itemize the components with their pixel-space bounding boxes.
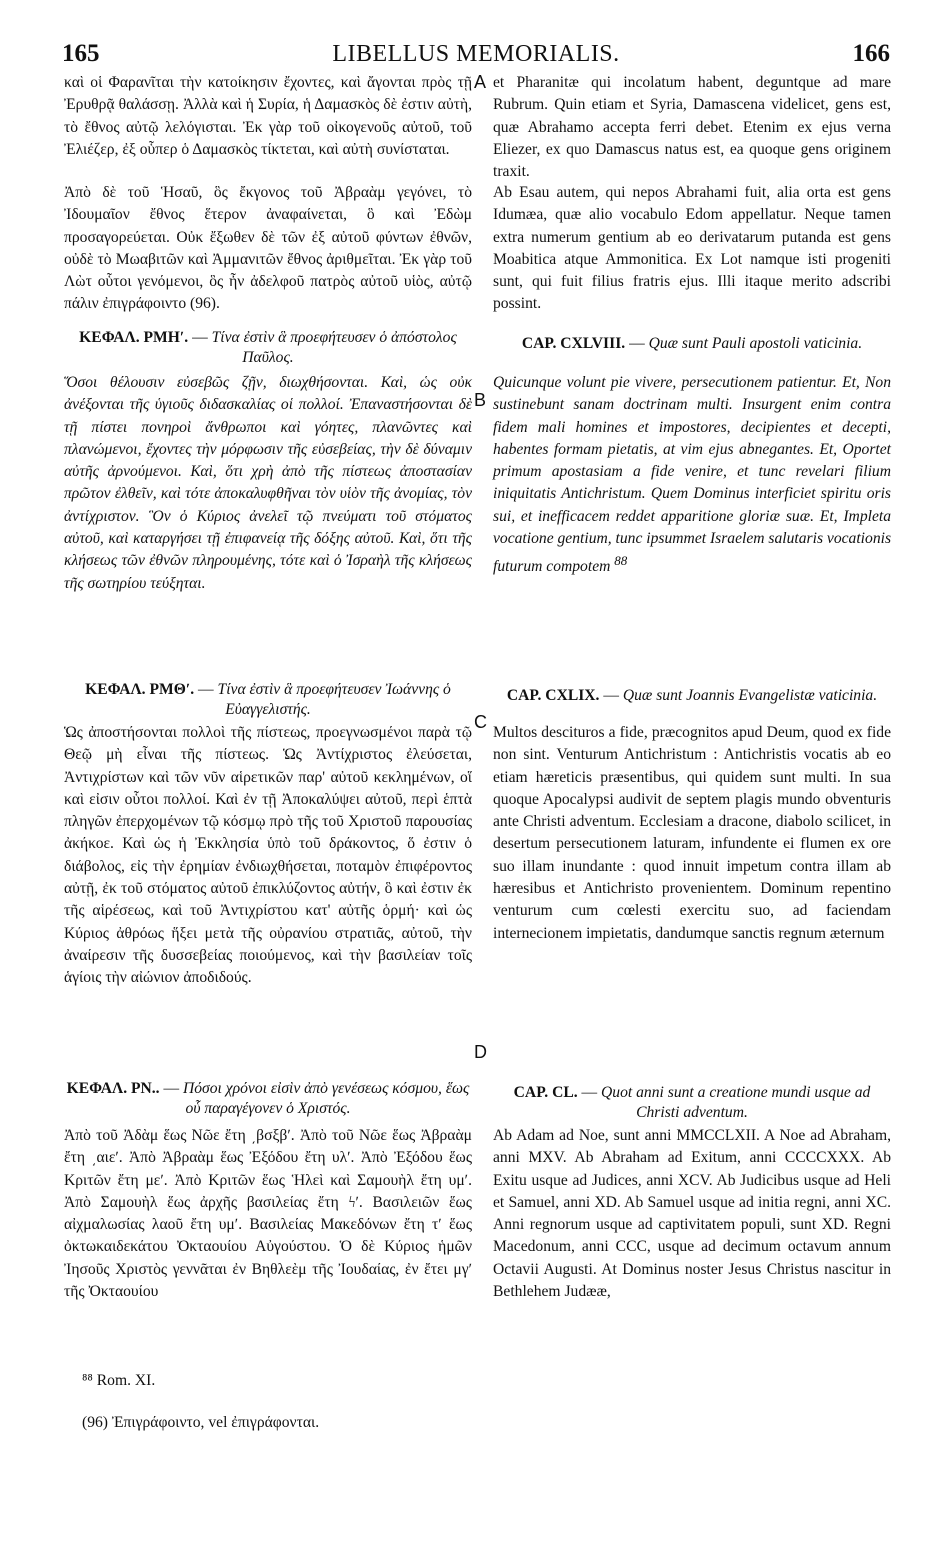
latin-chapter-150-label: CAP. CL.: [513, 1084, 578, 1101]
greek-paragraph-paul: Ὅσοι θέλουσιν εὐσεβῶς ζῇν, διωχθήσονται. Καὶ, ὡς οὐκ ἀνέξονται τῆς ὑγιοῦς διδασκαλίας οἱ πολλοί. Ἐπαναστήσονται δὲ τῇ πίστει πονηροὶ ἄνθρωποι καὶ γόητες, πλανῶντες καὶ πλανώμενοι, ἔχοντες τὴν μόρφωσιν τῆς εὐσεβείας, τὴν δὲ δύναμιν αὐτῆς ἀρνούμενοι. Καὶ, ὅτι χρὴ ἀπὸ τῆς πίστεως ἀποστασίαν πρῶτον ἐλθεῖν, καὶ τότε ἀποκαλυφθῆναι τὸν υἱὸν τῆς ἀνομίας, τὸν ἀντίχριστον. Ὃν ὁ Κύριος ἀνελεῖ τῷ πνεύματι τοῦ στόματος αὐτοῦ, καὶ καταργήσει τῇ ἐπιφανείᾳ τῆς δόξης αὐτοῦ. Καὶ, ὅτι τῆς κλήσεως τῶν ἐθνῶν πληρουμένης, τότε καὶ ὁ Ἰσραὴλ τῆς κλήσεως τῆς σωτηρίου τεύξηται.: [64, 374, 472, 592]
latin-chapter-148-heading: CAP. CXLVIII. — Quæ sunt Pauli apostoli vaticinia.: [521, 335, 863, 352]
latin-paragraph-john: Multos descituros a fide, præcognitos apud Deum, quod ex fide non sint. Venturum Antichristum : Antichristis vocatis ab eo etiam hæreticis præsentibus, qui quidem sunt multi. In sua quoque Apocalypsi audivit de septem plagis mundo obventuris ante Christi adventum. Ecclesiam a dracone, diabolo scilicet, in desertum persecutionem laturam, infundente ei flumen ex ore suo illam inundante : quod innuit impetum contra illam ab hæresibus et Antichristo provenientem. Dominum repentino venturum cum cœlesti exercitu suo, ad faciendam internecionem impietatis, dandumque sanctis regnum æternum: [493, 724, 891, 942]
greek-chapter-148-label: ΚΕΦΑΛ. ΡΜΗʹ.: [79, 329, 189, 346]
page-number-left: 165: [62, 40, 100, 67]
greek-paragraph-pharanites: καὶ οἱ Φαρανῖται τὴν κατοίκησιν ἔχοντες, καὶ ἄγονται πρὸς τῇ Ἐρυθρᾷ θαλάσσῃ. Ἀλλὰ καὶ ἡ Συρία, ἡ Δαμασκὸς δὲ ἐστιν αὐτὴ, τὸ ἔθνος αὐτῷ λελόγισται. Ἐκ γὰρ τοῦ οἰκογενοῦς αὐτοῦ, τοῦ Ἐλιέζερ, ἐξ οὗπερ ὁ Δαμασκὸς τίκτεται, καὶ αὐτὴ συνίσταται.: [64, 74, 472, 158]
margin-marker-c: C: [474, 712, 487, 732]
latin-paragraph-paul: [493, 372, 891, 579]
latin-chapter-149-label: CAP. CXLIX.: [506, 687, 600, 704]
latin-paragraph-paul-text: Quicunque volunt pie vivere, persecutionem patientur. Et, Non sustinebunt sanam doctrinam multi. Insurgent enim contra fidem mali homines et impostores, decipientes et decepti, habentes formam pietatis, at vim ejus abnegantes. Et, Oportet primum apostasiam a fide venire, et tunc revelari filium iniquitatis Antichristum. Quem Dominus interficiet spiritu oris sui, et inefficacem reddet apparitione gloriæ suæ. Et, Impleta vocatione gentium, tunc ipsummet Israelem salutaris vocationis futurum compotem: [493, 374, 892, 576]
page-number-right: 166: [852, 40, 890, 67]
greek-chapter-148-title: Τίνα ἐστὶν ἃ προεφήτευσεν ὁ ἀπόστολος Παῦλος.: [211, 329, 457, 366]
greek-paragraph-john: Ὡς ἀποστήσονται πολλοὶ τῆς πίστεως, προεγνωσμένοι παρὰ τῷ Θεῷ μὴ εἶναι τῆς πίστεως. Ὡς Ἀντίχριστος ἐλεύσεται, Ἀντιχρίστων καὶ τῶν νῦν αἱρετικῶν παρ' αὐτοῦ κεκλημένων, οἵ καὶ εἰσιν οὗτοι πολλοί. Καὶ ἐν τῇ Ἀποκαλύψει αὐτοῦ, περὶ ἑπτὰ πληγῶν ἐπερχομένων τῷ κόσμῳ πρὸ τῆς τοῦ Χριστοῦ παρουσίας ἀκήκοε. Καὶ ὡς ἡ Ἐκκλησία ὑπὸ τοῦ δράκοντος, ὅ ἐστιν ὁ διάβολος, εἰς τὴν ἐρημίαν ἐνδιωχθήσεται, ποταμὸν ἐπιφέροντος αὐτῇ, ἐκ τοῦ στόματος αὐτοῦ ἐπικλύζοντος αὐτήν, ὃ καὶ ἐστιν ἐκ τῆς αἱρέσεως, καὶ τοῦ Ἀντιχρίστου κατ' αὐτῆς ὁρμή· καὶ ὡς Κύριος ἀθρόως ἥξει μετὰ τῆς οὐρανίου στρατιᾶς, αὐτοῦ, τὴν ἀναίρεσιν τῆς δυσσεβείας ποιούμενος, καὶ τὴν βασιλείαν τοῖς ἁγίοις τὴν αἰώνιον ἀποδιδούς.: [64, 724, 472, 987]
greek-chapter-148-heading: ΚΕΦΑΛ. ΡΜΗʹ. — Τίνα ἐστὶν ἃ προεφήτευσεν ὁ ἀπόστολος Παῦλος.: [79, 329, 457, 366]
greek-chapter-149-title: Τίνα ἐστὶν ἃ προεφήτευσεν Ἰωάννης ὁ Εὐαγγελιστής.: [217, 681, 451, 718]
latin-chapter-149-title: Quæ sunt Joannis Evangelistæ vaticinia.: [622, 687, 878, 704]
footnote-88: ⁸⁸ Rom. XI.: [82, 1372, 156, 1389]
latin-chapter-150-title: Quot anni sunt a creatione mundi usque ad Christi adventum.: [601, 1084, 871, 1121]
footnote-ref-88: 88: [614, 553, 628, 569]
latin-paragraph-chronology: Ab Adam ad Noe, sunt anni MMCCLXII. A Noe ad Abraham, anni MXV. Ab Abraham ad Exitum, anni CCCCXXX. Ab Exitu usque ad Judices, anni XCV. Ab Judicibus usque ad Heli et Samuel, anni XD. Ab Samuel usque ad initia regni, anni XC. Anni regnorum usque ad captivitatem populi, sunt XD. Regni Macedonum, anni CCC, usque ad decimum octavum annum Octavii Augusti. At Dominus noster Jesus Christus nascitur in Bethlehem Judææ,: [493, 1127, 891, 1301]
margin-marker-d: D: [474, 1042, 487, 1062]
greek-chapter-150-heading: ΚΕΦΑΛ. ΡΝ.. — Πόσοι χρόνοι εἰσὶν ἀπὸ γενέσεως κόσμου, ἕως οὗ παραγέγονεν ὁ Χριστός.: [66, 1080, 470, 1117]
latin-paragraph-esau: Ab Esau autem, qui nepos Abrahami fuit, alia orta est gens Idumæa, quæ alio vocabulo Edom appellatur. Neque tamen extra numerum gentium ab eo derivatarum putanda est gens Moabitica atque Ammonitica. Ex Lot namque isti progeniti sunt, qui fuit filius fratris ejus. Illi itaque merito adscribi possint.: [493, 184, 891, 313]
greek-chapter-149-label: ΚΕΦΑΛ. ΡΜΘʹ.: [85, 681, 195, 698]
margin-marker-a: A: [474, 72, 487, 92]
latin-chapter-150-heading: CAP. CL. — Quot anni sunt a creatione mundi usque ad Christi adventum.: [513, 1084, 871, 1121]
greek-chapter-150-title: Πόσοι χρόνοι εἰσὶν ἀπὸ γενέσεως κόσμου, ἕως οὗ παραγέγονεν ὁ Χριστός.: [182, 1080, 470, 1117]
greek-paragraph-chronology: Ἀπὸ τοῦ Ἀδὰμ ἕως Νῶε ἔτη ͵βσξβʹ. Ἀπὸ τοῦ Νῶε ἕως Ἀβραὰμ ἔτη ͵αιεʹ. Ἀπὸ Ἀβραὰμ ἕως Ἐξόδου ἔτη υλʹ. Ἀπὸ Ἐξόδου ἕως Κριτῶν ἔτη μεʹ. Ἀπὸ Κριτῶν ἕως Ἡλεὶ καὶ Σαμουὴλ ἔτη υμʹ. Ἀπὸ Σαμουὴλ ἕως ἀρχῆς βασιλείας ἔτη ϟʹ. Βασιλειῶν ἕως αἰχμαλωσίας λαοῦ ἔτη υμʹ. Βασιλείας Μακεδόνων ἔτη τʹ ἕως ὀκτωκαιδεκάτου Ὀκταουίου Αὐγούστου. Ὁ δὲ Κύριος ἡμῶν Ἰησοῦς Χριστὸς γεννᾶται ἐν Βηθλεὲμ τῆς Ἰουδαίας, ἐν ἔτει μγʹ τῆς Ὀκταουίου: [64, 1127, 472, 1301]
latin-paragraph-pharanites: et Pharanitæ qui incolatum habent, deguntque ad mare Rubrum. Quin etiam et Syria, Damascena videlicet, gens est, quæ Abrahamo accepta ferri debet. Etenim ex ejus verna Eliezer, ex quo Damascus natus est, ea quoque gens originem traxit.: [493, 74, 891, 181]
footnote-96: (96) Ἐπιγράφοιντο, vel ἐπιγράφονται.: [82, 1414, 320, 1431]
greek-paragraph-esau: Ἀπὸ δὲ τοῦ Ἡσαῦ, ὃς ἔκγονος τοῦ Ἀβραὰμ γεγόνει, τὸ Ἰδουμαῖον ἔθνος ἕτερον ἀναφαίνεται, ὃ καὶ Ἐδὼμ προσαγορεύεται. Οὐκ ἔξωθεν δὲ τῶν ἐξ αὐτοῦ φύντων ἐθνῶν, οὐδὲ τὸ Μωαβιτῶν καὶ Ἀμμανιτῶν ἔθνος ἀριθμεῖται. Ἐκ γὰρ τοῦ Λὼτ οὗτοι γενόμενοι, ὃς ἦν ἀδελφοῦ πατρὸς αὐτοῦ υἱὸς, αὐτῷ πάλιν ἐπιγράφοιντο (96).: [64, 184, 472, 313]
latin-chapter-148-title: Quæ sunt Pauli apostoli vaticinia.: [648, 335, 863, 352]
latin-chapter-148-label: CAP. CXLVIII.: [521, 335, 626, 352]
greek-chapter-150-label: ΚΕΦΑΛ. ΡΝ..: [66, 1080, 160, 1097]
running-title: LIBELLUS MEMORIALIS.: [332, 41, 620, 67]
margin-marker-b: B: [474, 390, 487, 410]
latin-chapter-149-heading: CAP. CXLIX. — Quæ sunt Joannis Evangelistæ vaticinia.: [506, 687, 878, 704]
greek-chapter-149-heading: ΚΕΦΑΛ. ΡΜΘʹ. — Τίνα ἐστὶν ἃ προεφήτευσεν Ἰωάννης ὁ Εὐαγγελιστής.: [85, 681, 451, 718]
running-head: [62, 40, 890, 72]
